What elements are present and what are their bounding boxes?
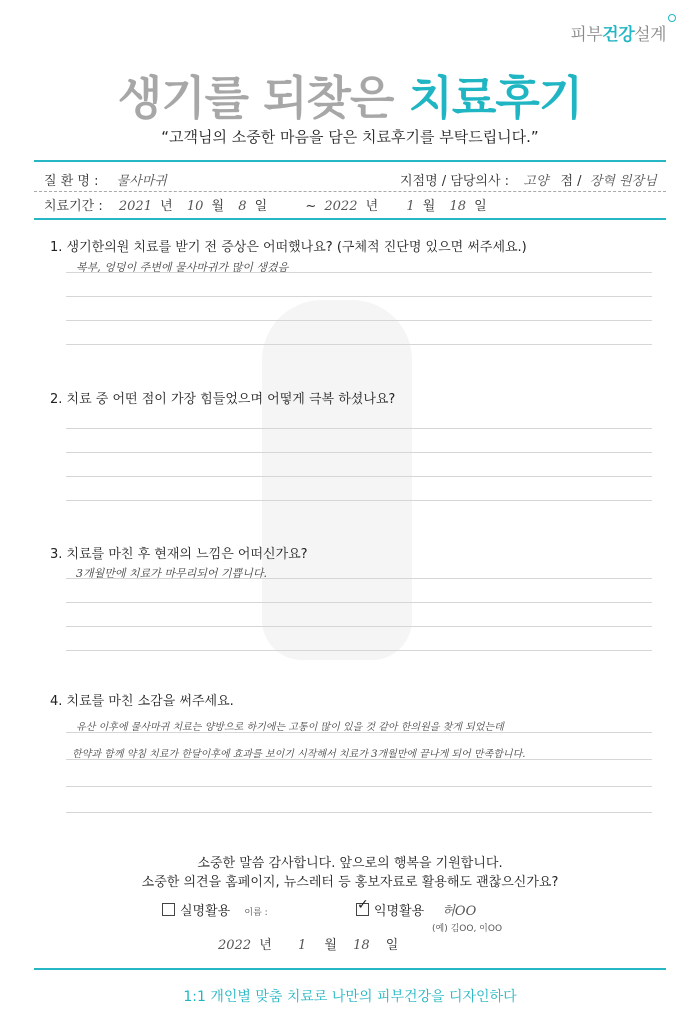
header-top-rule xyxy=(34,160,666,162)
period-month-unit: 월 xyxy=(211,199,225,214)
answer-line xyxy=(66,626,652,627)
answer-line xyxy=(66,812,652,813)
brand-highlight: 건강 xyxy=(602,25,635,45)
footer-slogan: 1:1 개인별 맞춤 치료로 나만의 피부건강을 디자인하다 xyxy=(183,989,517,1005)
period-end-year-unit: 년 xyxy=(365,199,379,214)
page-title xyxy=(0,62,700,128)
period-tilde: ~ xyxy=(305,199,317,214)
brand-prefix: 피부 xyxy=(570,25,603,45)
period-start-day: 8 xyxy=(238,199,247,214)
thanks-line-1: 소중한 말씀 감사합니다. 앞으로의 행복을 기원합니다. xyxy=(197,856,503,871)
answer-line xyxy=(66,296,652,297)
disease-value: 물사마귀 xyxy=(116,174,167,189)
answer-line xyxy=(66,650,652,651)
period-year-unit: 년 xyxy=(160,199,173,214)
period-start-month: 10 xyxy=(186,199,204,214)
answer-line xyxy=(66,428,652,429)
page-subtitle: “고객님의 소중한 마음을 담은 치료후기를 부탁드립니다.” xyxy=(161,128,539,146)
answer-4-line-1: 유산 이후에 물사마귀 치료는 양방으로 하기에는 고통이 많이 있을 것 같아 한의원을 찾게 되었는데 xyxy=(76,722,504,733)
anonymous-checkbox[interactable] xyxy=(356,903,369,916)
period-end-month: 1 xyxy=(406,199,415,214)
brand-dot-icon xyxy=(668,14,676,22)
question-4: 4. 치료를 마친 소감을 써주세요. xyxy=(50,694,234,709)
date-day-unit: 일 xyxy=(385,938,399,953)
header-bottom-rule xyxy=(34,218,666,220)
name-example: (예) 김OO, 이OO xyxy=(432,924,503,934)
question-1: 1. 생기한의원 치료를 받기 전 증상은 어떠했나요? (구체적 진단명 있으면 써주세요.) xyxy=(50,240,527,255)
answer-line xyxy=(66,759,652,760)
real-name-option[interactable] xyxy=(162,900,268,919)
answer-line xyxy=(66,578,652,579)
branch-label: 지점명 / 담당의사 : xyxy=(400,174,510,189)
date-day: 18 xyxy=(353,938,370,953)
brand-logo xyxy=(570,20,666,45)
answer-line xyxy=(66,452,652,453)
question-2: 2. 치료 중 어떤 점이 가장 힘들었으며 어떻게 극복 하셨나요? xyxy=(50,392,396,407)
question-3: 3. 치료를 마친 후 현재의 느낌은 어떠신가요? xyxy=(50,547,308,562)
answer-3-line-1: 3개월만에 치료가 마무리되어 기쁩니다. xyxy=(76,567,267,580)
date-month: 1 xyxy=(297,938,307,953)
disease-row xyxy=(44,170,167,189)
period-start-year: 2021 xyxy=(118,199,152,214)
name-label: 이름 : xyxy=(244,908,268,918)
period-end-month-unit: 월 xyxy=(422,199,436,214)
branch-unit: 점 / xyxy=(560,174,582,189)
answer-line xyxy=(66,500,652,501)
brand-suffix: 설계 xyxy=(634,25,666,45)
anonymous-option[interactable] xyxy=(356,900,476,919)
footer-rule xyxy=(34,968,666,970)
answer-line xyxy=(66,786,652,787)
answer-line xyxy=(66,476,652,477)
answer-line xyxy=(66,732,652,733)
period-day-unit: 일 xyxy=(254,199,268,214)
answer-line xyxy=(66,272,652,273)
thanks-line-2: 소중한 의견을 홈페이지, 뉴스레터 등 홍보자료로 활용해도 괜찮으신가요? xyxy=(141,875,559,890)
title-teal: 치료후기 xyxy=(408,71,583,125)
title-gray: 생기를 되찾은 xyxy=(117,71,394,125)
answer-line xyxy=(66,320,652,321)
answer-line xyxy=(66,602,652,603)
answer-line xyxy=(66,344,652,345)
real-name-checkbox[interactable] xyxy=(162,903,175,916)
answer-4-line-2: 한약과 함께 약침 치료가 한달이후에 효과를 보이기 시작해서 치료가 3개월만에 끝나게 되어 만족합니다. xyxy=(72,749,526,760)
period-label: 치료기간 : xyxy=(44,199,103,214)
period-end-year: 2022 xyxy=(324,199,358,214)
period-end-day-unit: 일 xyxy=(474,199,487,214)
watermark-logo xyxy=(262,300,412,660)
branch-row xyxy=(400,170,657,189)
sign-date xyxy=(218,934,398,953)
header-divider xyxy=(34,191,666,192)
disease-label: 질 환 명 : xyxy=(44,174,99,189)
date-year-unit: 년 xyxy=(259,938,272,953)
branch-value: 고양 xyxy=(523,174,549,189)
real-name-label: 실명활용 xyxy=(180,904,231,919)
date-year: 2022 xyxy=(218,938,252,953)
period-row xyxy=(44,195,487,214)
date-month-unit: 월 xyxy=(324,938,337,953)
doctor-value: 장혁 원장님 xyxy=(589,174,657,189)
signature-value: 허OO xyxy=(442,904,477,919)
period-end-day: 18 xyxy=(449,199,466,214)
anonymous-label: 익명활용 xyxy=(374,904,425,919)
answer-1-line-1: 복부, 엉덩이 주변에 물사마귀가 많이 생겼음 xyxy=(76,261,289,274)
